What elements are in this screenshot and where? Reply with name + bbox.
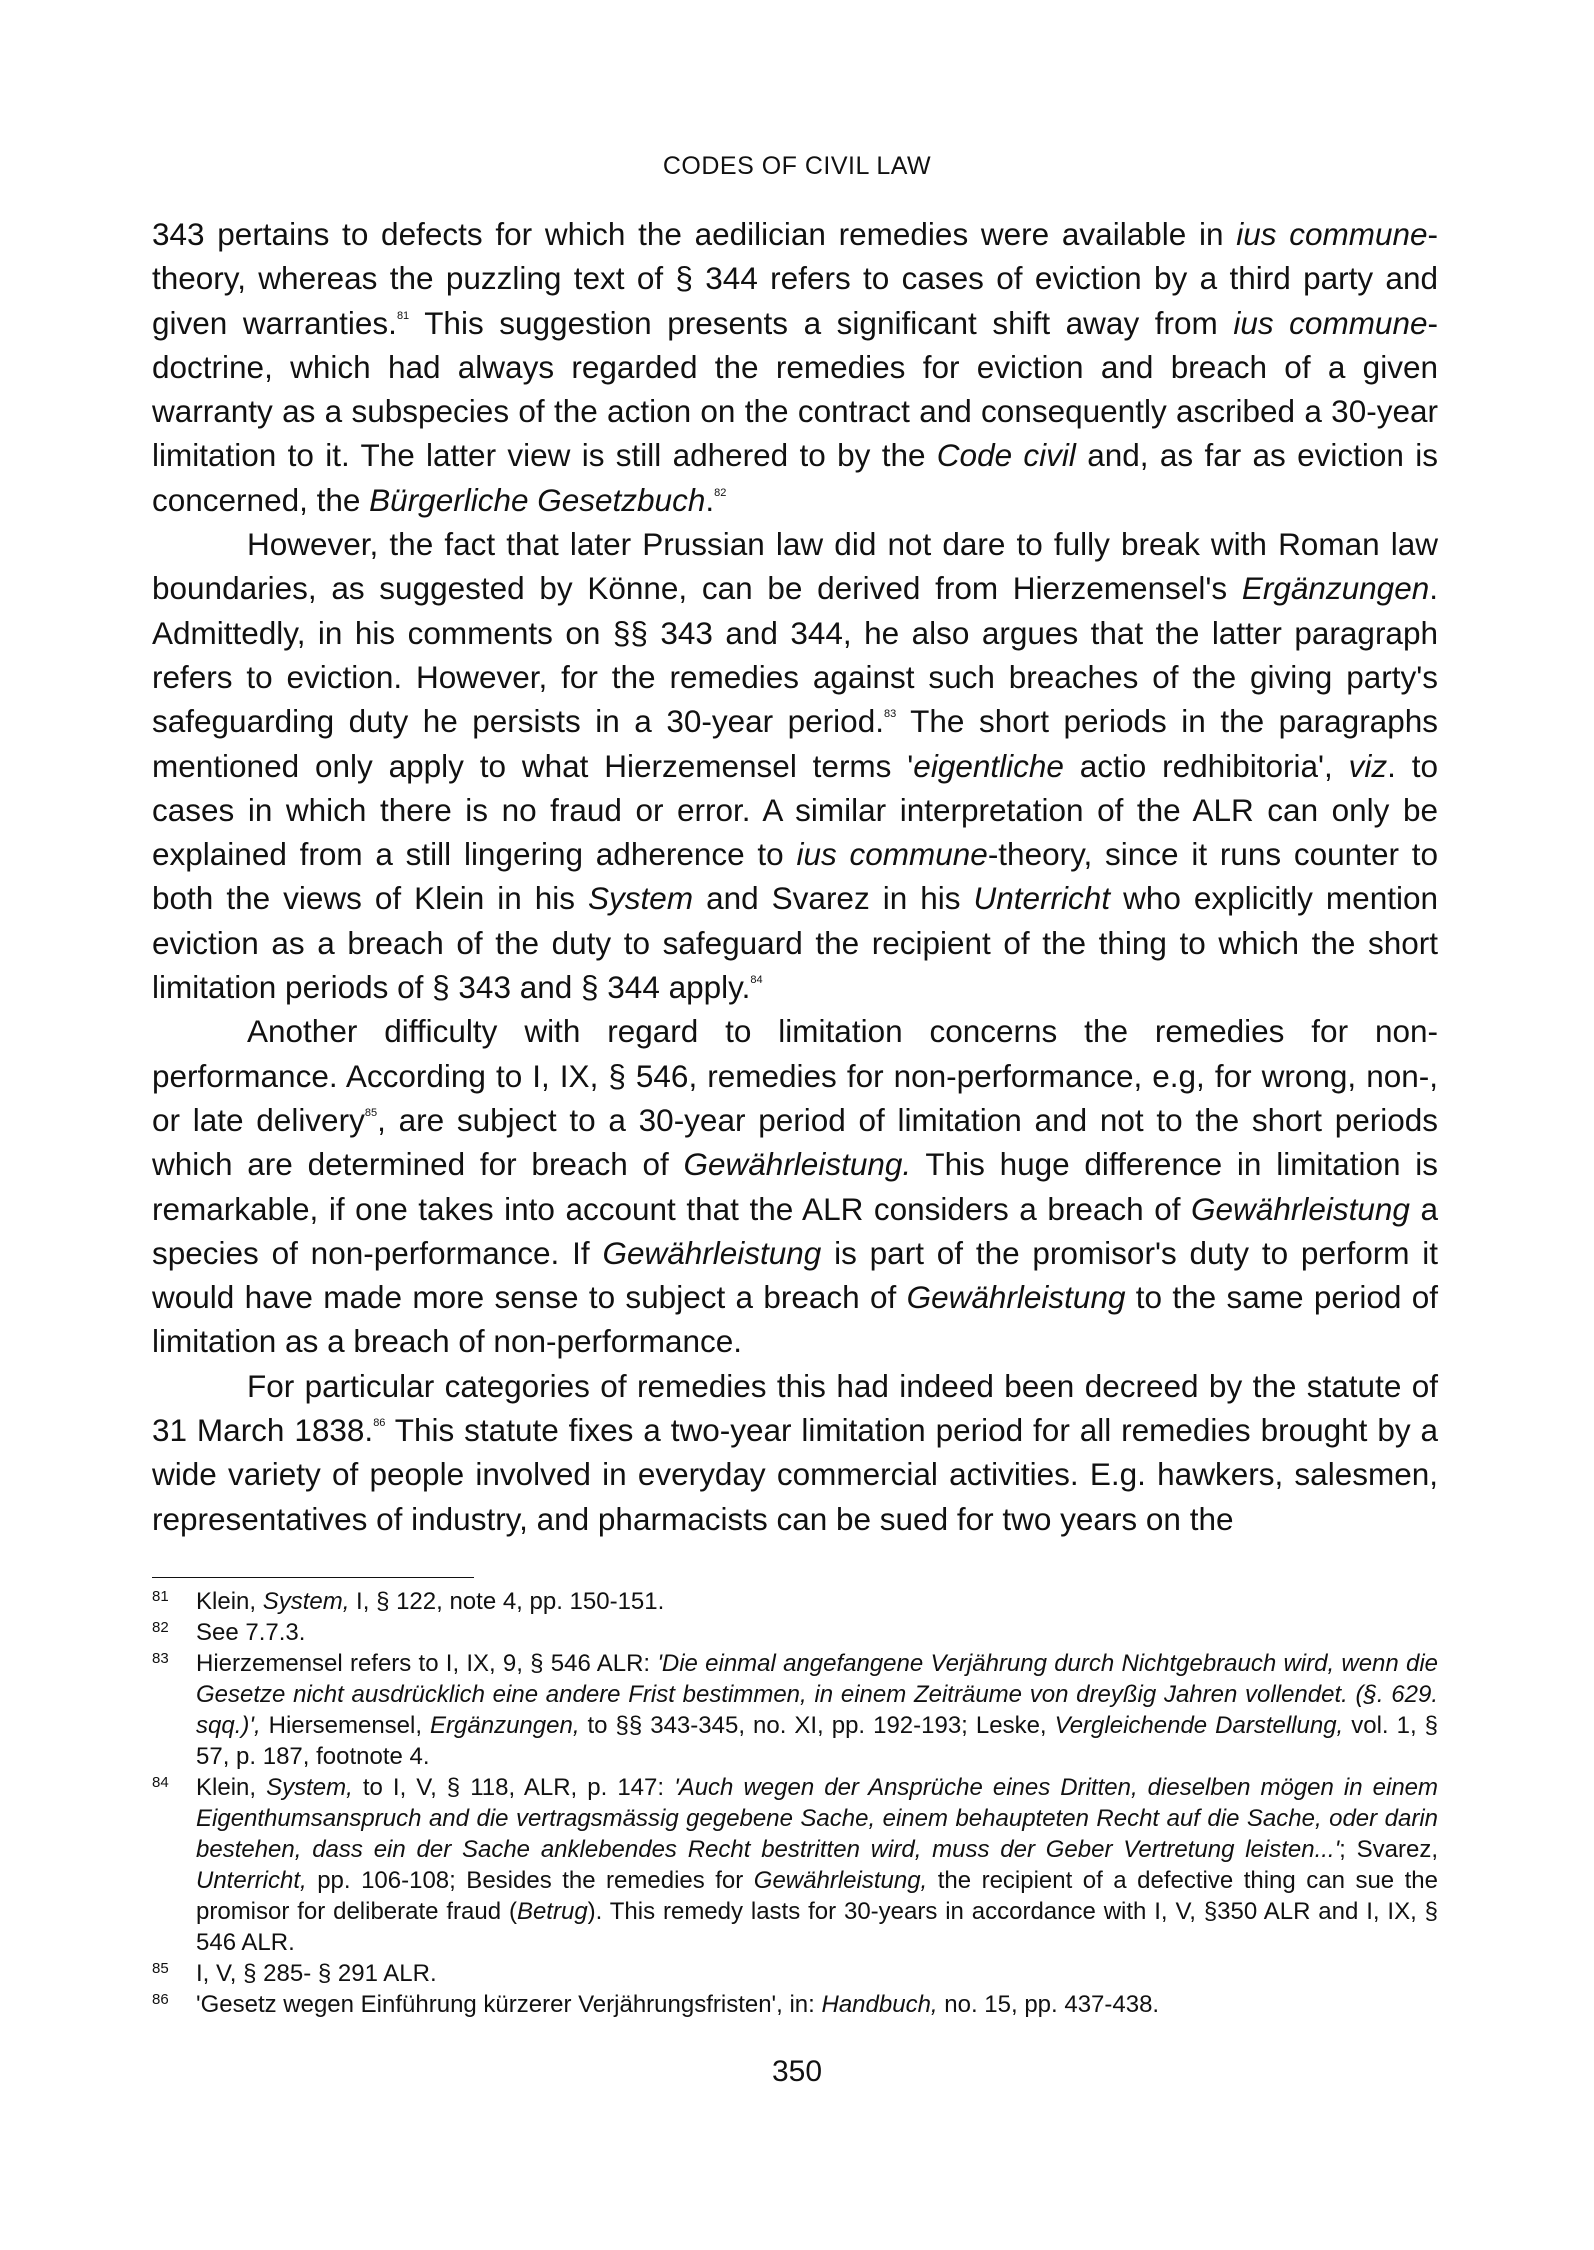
text-run: This statute fixes a two-year limitation period for all remedies brought by a wide variety of people involved in everyday commercial activities. E.g. hawkers, salesmen, representatives of industry, and pharmacists can be sued for two years on the bbox=[152, 1412, 1439, 1537]
footnote-number: 86 bbox=[152, 1991, 169, 2008]
footnote bbox=[152, 1617, 1438, 1648]
footnote-separator bbox=[152, 1577, 474, 1578]
italic-text: Gewährleistung bbox=[906, 1279, 1126, 1316]
italic-text: Betrug bbox=[516, 1898, 588, 1925]
text-run: This suggestion presents a significant shift away from bbox=[409, 304, 1234, 341]
text-run: Klein, bbox=[196, 1774, 267, 1801]
text-run: For particular categories of remedies this had indeed been decreed by the statute of 31 March 1838. bbox=[152, 1367, 1438, 1449]
italic-text: eigentliche bbox=[913, 747, 1064, 784]
italic-text: Ergänzungen bbox=[1241, 570, 1430, 607]
body-paragraph bbox=[152, 1009, 1438, 1363]
footnote-reference: 85 bbox=[364, 1106, 378, 1119]
text-run: -theory, whereas the puzzling text of § 344 refers to cases of eviction by a third party and given warranties. bbox=[152, 216, 1438, 341]
text-run: This huge difference in limitation is remarkable, if one takes into account that the ALR considers a breach of bbox=[152, 1146, 1438, 1227]
text-run: actio redhibitoria', bbox=[1063, 747, 1349, 784]
text-run: -theory, since it runs counter to both the views of Klein in his bbox=[152, 836, 1438, 917]
footnote bbox=[152, 1648, 1438, 1772]
footnote-reference: 84 bbox=[750, 974, 763, 987]
body-paragraph bbox=[152, 1364, 1438, 1541]
italic-text: ius commune bbox=[796, 836, 988, 873]
footnotes bbox=[152, 1586, 1438, 2020]
footnote-text bbox=[196, 1958, 1438, 1989]
text-run: to the same period of limitation as a breach of non-performance. bbox=[152, 1279, 1438, 1360]
text-run: . bbox=[705, 481, 715, 518]
footnote-number: 85 bbox=[152, 1960, 169, 1977]
text-run: ; Svarez, bbox=[1339, 1836, 1438, 1863]
italic-text: Gewährleistung bbox=[1191, 1190, 1410, 1227]
footnote-text bbox=[196, 1648, 1438, 1772]
text-run: Hiersemensel, bbox=[260, 1712, 431, 1739]
text-run: to I, V, § 118, ALR, p. 147: bbox=[352, 1774, 675, 1801]
italic-text: System, bbox=[262, 1588, 350, 1615]
footnote-number: 83 bbox=[152, 1650, 169, 1667]
footnote bbox=[152, 1772, 1438, 1958]
text-run: 'Gesetz wegen Einführung kürzerer Verjährungsfristen', in: bbox=[196, 1991, 822, 2018]
italic-text: 'Die einmal angefangene Verjährung durch Nichtgebrauch wird, wenn die Gesetze nicht ausdrücklich eine andere Frist bestimmen, in einem Zeiträume von dreyßig Jahren vollendet. (§. 629. sqq.)', bbox=[196, 1650, 1439, 1739]
footnote-reference: 86 bbox=[373, 1417, 386, 1430]
text-run: Klein, bbox=[196, 1588, 263, 1615]
body-text bbox=[152, 212, 1438, 1541]
text-run: See 7.7.3. bbox=[196, 1619, 306, 1646]
italic-text: Gewährleistung, bbox=[753, 1867, 928, 1894]
text-run: pp. 106-108; Besides the remedies for bbox=[306, 1867, 754, 1894]
body-paragraph bbox=[152, 522, 1438, 1009]
text-run: and Svarez in his bbox=[693, 880, 974, 917]
italic-text: Gewährleistung. bbox=[683, 1146, 912, 1183]
text-run: vol. 1, § 57, p. 187, footnote 4. bbox=[196, 1712, 1438, 1770]
italic-text: Gewährleistung bbox=[602, 1234, 822, 1271]
text-run: I, V, § 285- § 291 ALR. bbox=[196, 1960, 437, 1987]
text-run: 343 pertains to defects for which the aedilician remedies were available in bbox=[152, 216, 1237, 252]
italic-text: System bbox=[588, 880, 694, 917]
text-run: to §§ 343-345, no. XI, pp. 192-193; Leske, bbox=[579, 1712, 1055, 1739]
footnote-text bbox=[196, 1586, 1438, 1617]
footnote-text bbox=[196, 1772, 1438, 1958]
text-run: . to cases in which there is no fraud or error. A similar interpretation of the ALR can only be explained from a still lingering adherence to bbox=[152, 747, 1438, 873]
footnote-reference: 81 bbox=[396, 309, 410, 322]
italic-text: Code civil bbox=[936, 437, 1076, 474]
body-paragraph bbox=[152, 212, 1438, 522]
italic-text: Unterricht bbox=[973, 880, 1111, 917]
footnote bbox=[152, 1958, 1438, 1989]
text-run: Hierzemensel refers to I, IX, 9, § 546 ALR: bbox=[196, 1650, 658, 1677]
text-run: the recipient of a defective thing can sue the promisor for deliberate fraud ( bbox=[196, 1867, 1439, 1925]
footnote-number: 82 bbox=[152, 1619, 169, 1636]
text-run: a species of non-performance. If bbox=[152, 1190, 1438, 1271]
italic-text: System, bbox=[266, 1774, 353, 1801]
text-run: , are subject to a 30-year period of limitation and not to the short periods which are determined for breach of bbox=[152, 1101, 1439, 1183]
text-run: and, as far as eviction is concerned, the bbox=[152, 437, 1438, 518]
running-header: CODES OF CIVIL LAW bbox=[662, 152, 932, 180]
footnote-text bbox=[196, 1989, 1438, 2020]
footnote-text bbox=[196, 1617, 1438, 1648]
text-run: no. 15, pp. 437-438. bbox=[937, 1991, 1160, 2018]
footnote-number: 84 bbox=[152, 1774, 169, 1791]
text-run: is part of the promisor's duty to perform it would have made more sense to subject a breach of bbox=[152, 1234, 1439, 1316]
footnote-number: 81 bbox=[152, 1588, 169, 1605]
footnote-reference: 83 bbox=[883, 708, 897, 721]
italic-text: Unterricht, bbox=[196, 1867, 307, 1894]
italic-text: Bürgerliche Gesetzbuch bbox=[369, 481, 706, 518]
footnote-reference: 82 bbox=[714, 486, 727, 499]
text-run: ). This remedy lasts for 30-years in accordance with I, V, §350 ALR and I, IX, § 546 ALR. bbox=[196, 1898, 1438, 1956]
italic-text: Ergänzungen, bbox=[430, 1712, 580, 1739]
text-run: -doctrine, which had always regarded the remedies for eviction and breach of a given warranty as a subspecies of the action on the contract and consequently ascribed a 30-year limitation to it. The latter view is still adhered to by the bbox=[152, 304, 1438, 474]
text-run: The short periods in the paragraphs mentioned only apply to what Hierzemensel terms ' bbox=[152, 703, 1438, 784]
italic-text: Vergleichende Darstellung, bbox=[1054, 1712, 1344, 1739]
text-run: . Admittedly, in his comments on §§ 343 and 344, he also argues that the latter paragraph refers to eviction. However, for the remedies against such breaches of the giving party's safeguarding duty he persists in a 30-year period. bbox=[152, 570, 1438, 740]
italic-text: ius commune bbox=[1236, 216, 1428, 252]
text-run: who explicitly mention eviction as a breach of the duty to safeguard the recipient of the thing to which the short limitation periods of § 343 and § 344 apply. bbox=[152, 880, 1438, 1006]
page-number: 350 bbox=[771, 2055, 823, 2088]
text-run: Another difficulty with regard to limitation concerns the remedies for non-performance. According to I, IX, § 546, remedies for non-performance, e.g, for wrong, non-, or late delivery bbox=[152, 1013, 1438, 1138]
footnote bbox=[152, 1586, 1438, 1617]
italic-text: 'Auch wegen der Ansprüche eines Dritten, dieselben mögen in einem Eigenthumsanspruch and die vertragsmässig gegebene Sache, einem behaupteten Recht auf die Sache, oder darin bestehen, dass ein der Sache anklebendes Recht bestritten wird, muss der Geber Vertretung leisten...' bbox=[196, 1774, 1439, 1863]
text-run: I, § 122, note 4, pp. 150-151. bbox=[349, 1588, 665, 1615]
text-run: However, the fact that later Prussian law did not dare to fully break with Roman law boundaries, as suggested by Könne, can be derived from Hierzemensel's bbox=[152, 526, 1438, 607]
italic-text: Handbuch, bbox=[821, 1991, 938, 2018]
italic-text: ius commune bbox=[1233, 304, 1428, 341]
footnote bbox=[152, 1989, 1438, 2020]
italic-text: viz bbox=[1348, 747, 1388, 784]
